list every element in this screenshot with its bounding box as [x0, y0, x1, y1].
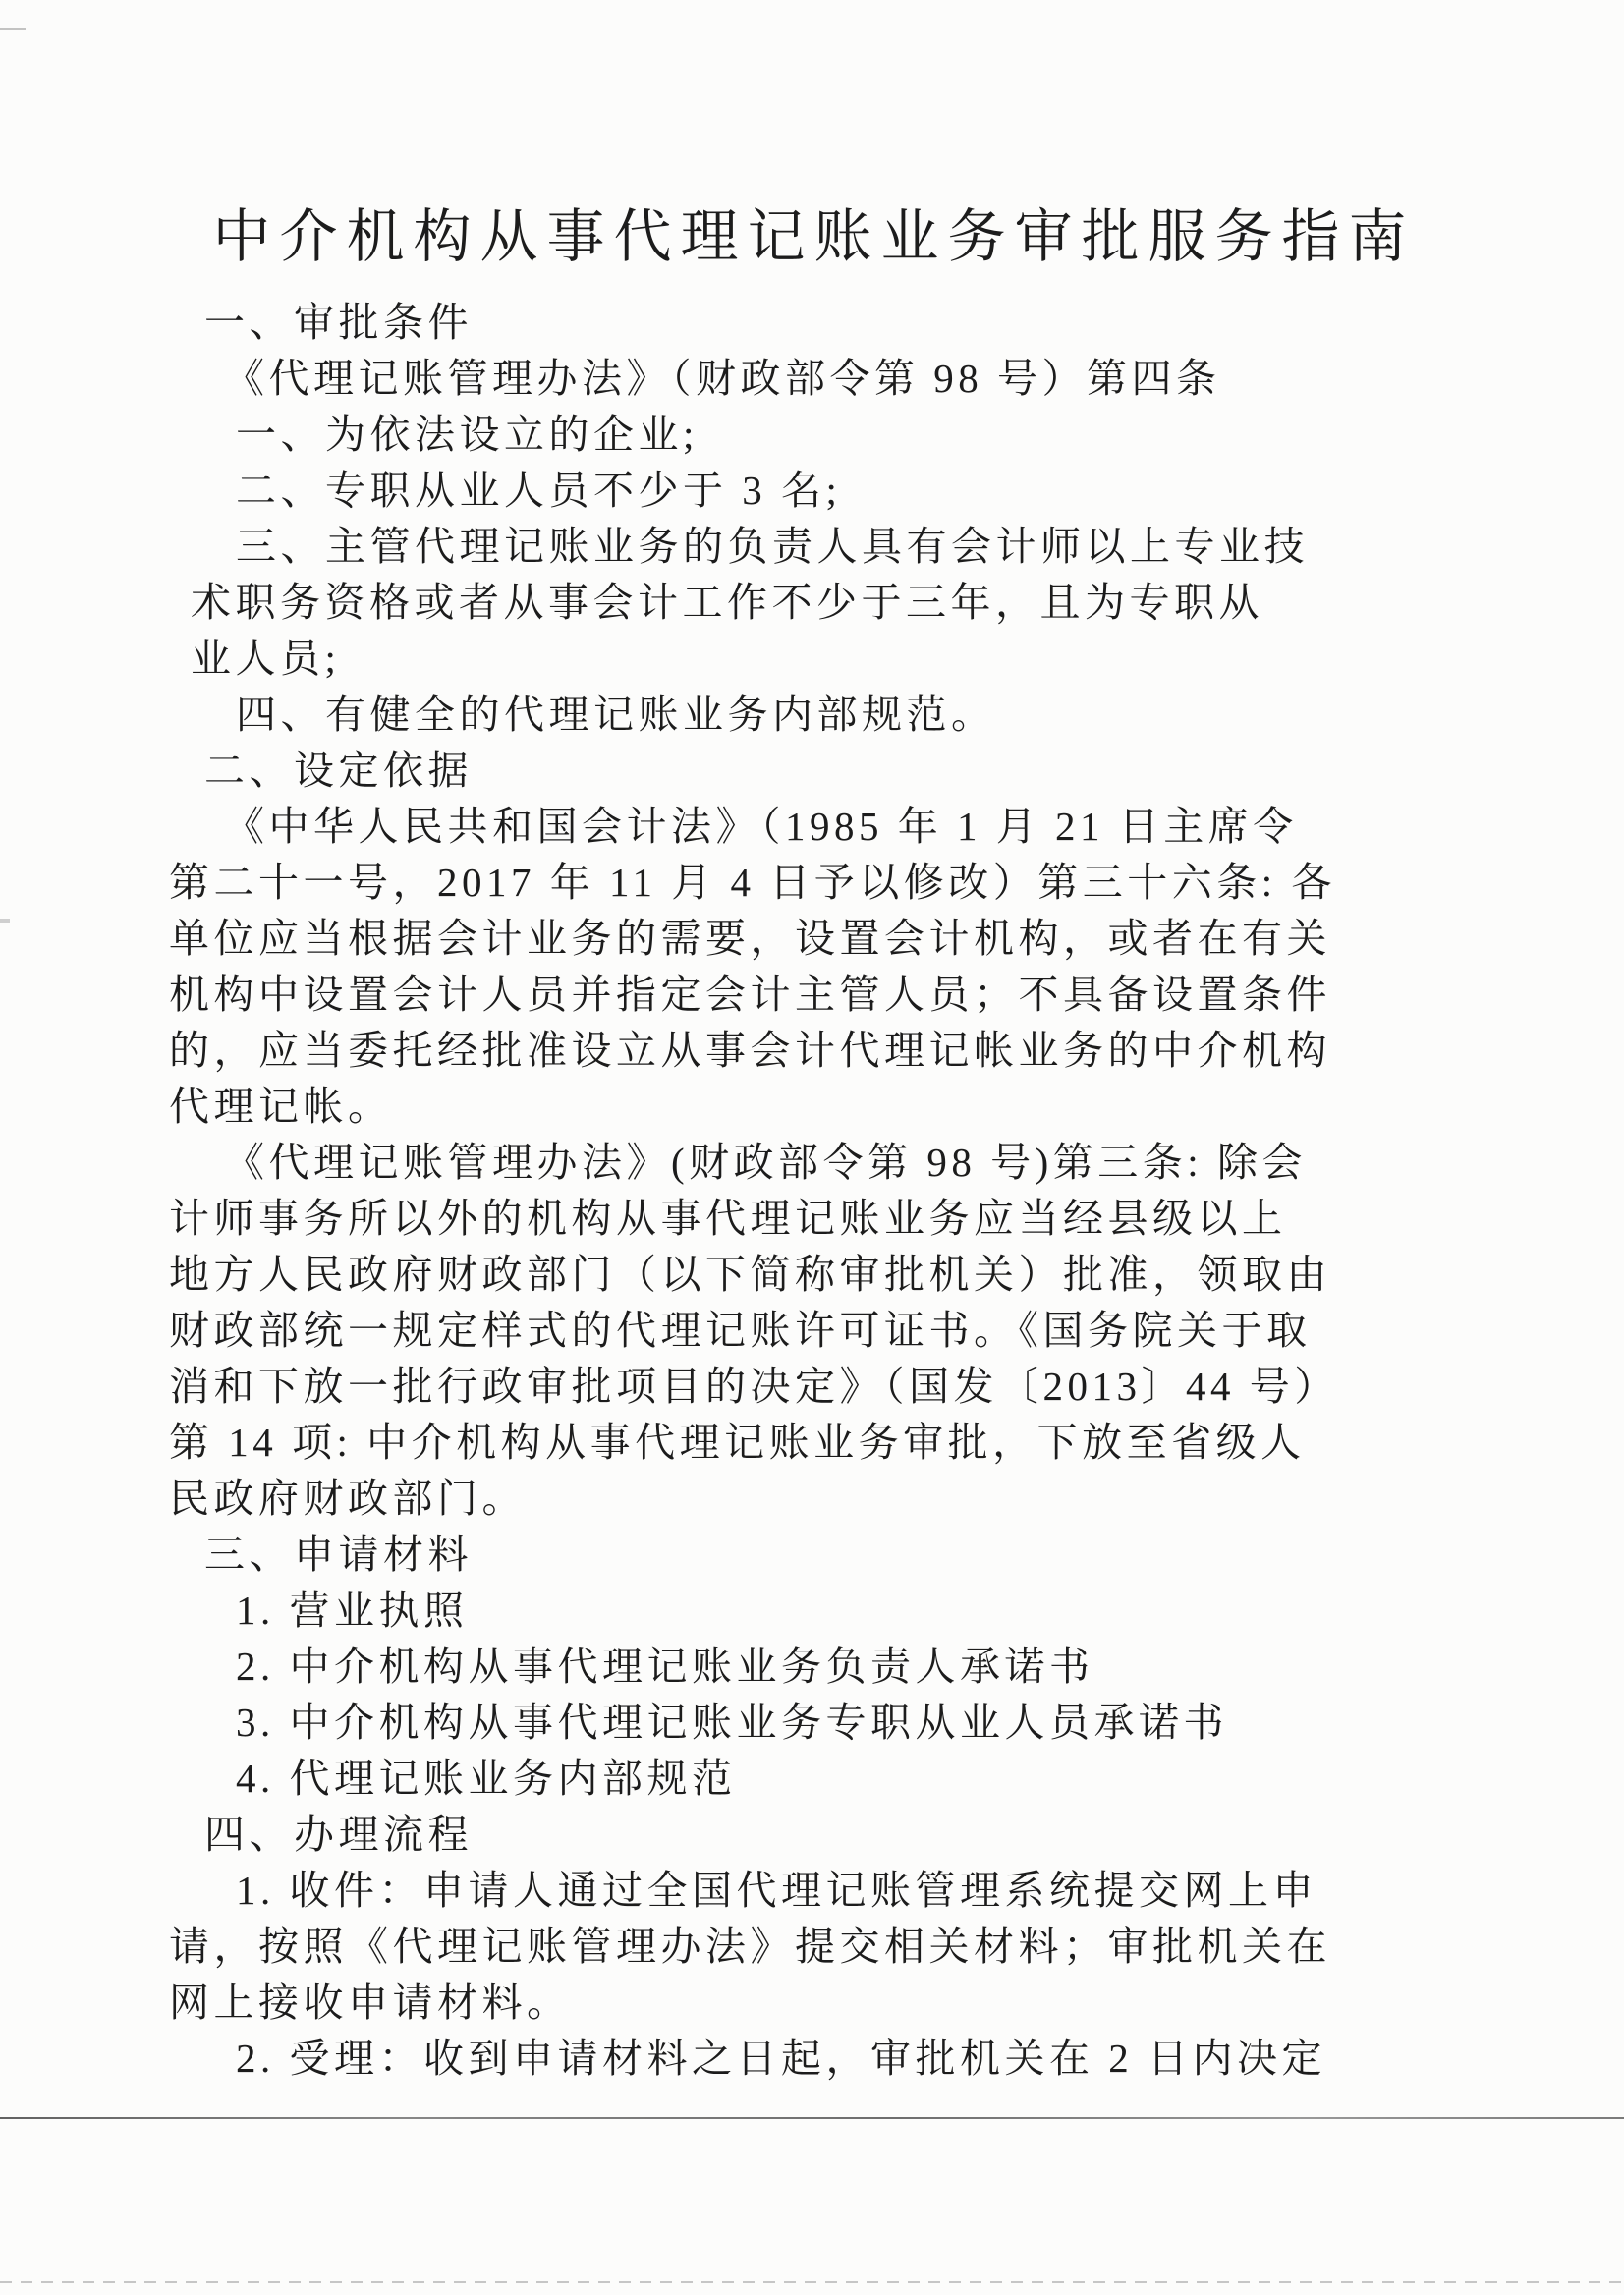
doc-line-material-3: 3. 中介机构从事代理记账业务专职从业人员承诺书 — [236, 1700, 1228, 1745]
doc-line-material-4: 4. 代理记账业务内部规范 — [236, 1756, 737, 1801]
doc-line: 术职务资格或者从事会计工作不少于三年，且为专职从 — [191, 580, 1263, 625]
doc-line: 请，按照《代理记账管理办法》提交相关材料；审批机关在 — [169, 1924, 1331, 1969]
doc-line-section-4: 四、办理流程 — [204, 1812, 473, 1857]
scan-artifact-speck-top — [0, 28, 26, 30]
doc-line: 代理记帐。 — [169, 1084, 393, 1129]
doc-line: 计师事务所以外的机构从事代理记账业务应当经县级以上 — [169, 1196, 1287, 1241]
scan-artifact-line-upper — [0, 2117, 1624, 2119]
doc-line: 消和下放一批行政审批项目的决定》（国发〔2013〕44 号） — [169, 1364, 1339, 1409]
doc-line: 业人员; — [191, 636, 341, 681]
doc-line-condition-2: 二、专职从业人员不少于 3 名; — [236, 468, 842, 513]
document-title: 中介机构从事代理记账业务审批服务指南 — [212, 204, 1416, 269]
doc-line: 地方人民政府财政部门（以下简称审批机关）批准，领取由 — [169, 1252, 1331, 1297]
doc-line: 民政府财政部门。 — [169, 1476, 527, 1521]
doc-line: 单位应当根据会计业务的需要，设置会计机构，或者在有关 — [169, 916, 1331, 961]
doc-line: 的，应当委托经批准设立从事会计代理记帐业务的中介机构 — [169, 1028, 1331, 1073]
doc-line-section-2: 二、设定依据 — [204, 748, 473, 793]
doc-line-process-1: 1. 收件：申请人通过全国代理记账管理系统提交网上申 — [236, 1868, 1317, 1913]
doc-line: 机构中设置会计人员并指定会计主管人员；不具备设置条件 — [169, 972, 1331, 1017]
doc-line-material-1: 1. 营业执照 — [236, 1588, 469, 1633]
doc-line: 《代理记账管理办法》（财政部令第 98 号）第四条 — [224, 356, 1221, 401]
doc-line-process-2: 2. 受理：收到申请材料之日起，审批机关在 2 日内决定 — [236, 2036, 1326, 2081]
doc-line-condition-4: 四、有健全的代理记账业务内部规范。 — [236, 692, 996, 737]
doc-line: 《中华人民共和国会计法》（1985 年 1 月 21 日主席令 — [224, 804, 1298, 849]
doc-line: 第 14 项: 中介机构从事代理记账业务审批，下放至省级人 — [169, 1420, 1306, 1465]
doc-line-section-3: 三、申请材料 — [204, 1532, 473, 1577]
doc-line: 网上接收申请材料。 — [169, 1980, 572, 2025]
doc-line-section-1: 一、审批条件 — [204, 300, 473, 345]
doc-line-condition-1: 一、为依法设立的企业; — [236, 412, 699, 457]
scan-artifact-line-bottom — [0, 2281, 1624, 2283]
scan-artifact-speck-mid — [0, 919, 10, 923]
doc-line: 第二十一号，2017 年 11 月 4 日予以修改）第三十六条: 各 — [169, 860, 1336, 905]
doc-line: 财政部统一规定样式的代理记账许可证书。《国务院关于取 — [169, 1308, 1312, 1353]
doc-line-condition-3: 三、主管代理记账业务的负责人具有会计师以上专业技 — [236, 524, 1309, 569]
doc-line: 《代理记账管理办法》(财政部令第 98 号)第三条: 除会 — [224, 1140, 1307, 1185]
doc-line-material-2: 2. 中介机构从事代理记账业务负责人承诺书 — [236, 1644, 1094, 1689]
